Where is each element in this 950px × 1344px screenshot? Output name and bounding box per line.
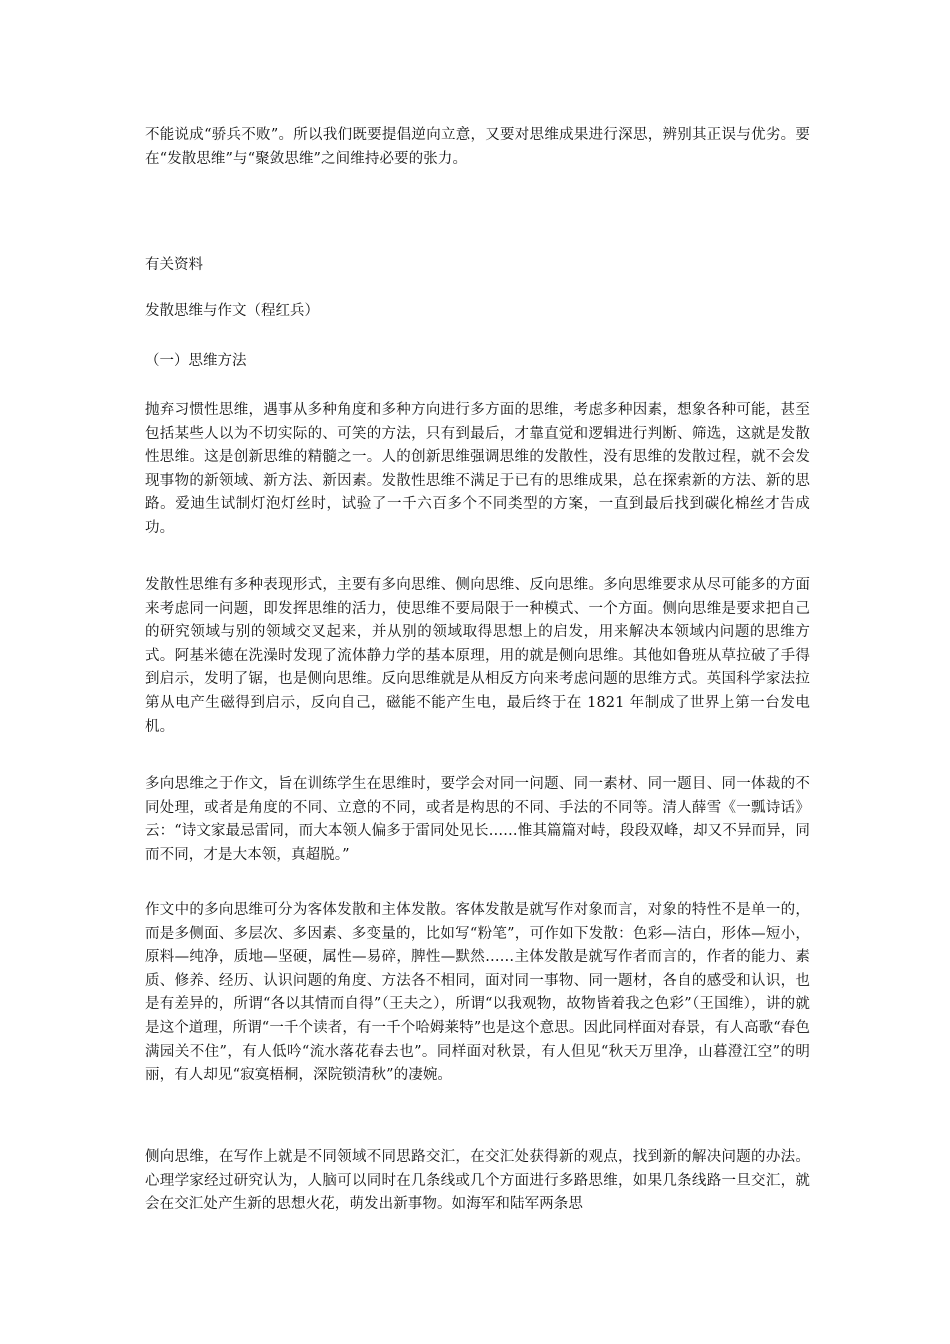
body-paragraph: 发散性思维有多种表现形式，主要有多向思维、侧向思维、反向思维。多向思维要求从尽可能多的方面来考虑同一问题，即发挥思维的活力，使思维不要局限于一种模式、一个方面。侧向思维是要求把自己的研究领域与别的领域交叉起来，并从别的领域取得思想上的启发，用来解决本领域内问题的思维方式。阿基米德在洗澡时发现了流体静力学的基本原理，用的就是侧向思维。其他如鲁班从草拉破了手得到启示，发明了锯，也是侧向思维。反向思维就是从相反方向来考虑问题的思维方式。英国科学家法拉第从电产生磁得到启示，反向自己，磁能不能产生电，最后终于在 1821 年制成了世界上第一台发电机。 (145, 577, 810, 735)
body-paragraph: 作文中的多向思维可分为客体发散和主体发散。客体发散是就写作对象而言，对象的特性不是单一的，而是多侧面、多层次、多因素、多变量的，比如写“粉笔”，可作如下发散：色彩—洁白，形体—短小，原料—纯净，质地—坚硬，属性—易碎，脾性—默然……主体发散是就写作者而言的，作者的能力、素质、修养、经历、认识问题的角度、方法各不相同，面对同一事物、同一题材，各自的感受和认识，也是有差异的，所谓“各以其情而自得”（王夫之），所谓“以我观物，故物皆着我之色彩”（王国维），讲的就是这个道理，所谓“一千个读者，有一千个哈姆莱特”也是这个意思。因此同样面对春景，有人高歌“春色满园关不住”，有人低吟“流水落花春去也”。同样面对秋景，有人但见“秋天万里净，山暮澄江空”的明丽，有人却见“寂寞梧桐，深院锁清秋”的凄婉。 (145, 902, 810, 1084)
section-heading: 有关资料 (145, 257, 203, 273)
body-paragraph: 抛弃习惯性思维，遇事从多种角度和多种方向进行多方面的思维，考虑多种因素，想象各种可能，甚至包括某些人以为不切实际的、可笑的方法，只有到最后，才靠直觉和逻辑进行判断、筛选，这就是发散性思维。这是创新思维的精髓之一。人的创新思维强调思维的发散性，没有思维的发散过程，就不会发现事物的新领域、新方法、新因素。发散性思维不满足于已有的思维成果，总在探索新的方法、新的思路。爱迪生试制灯泡灯丝时，试验了一千六百多个不同类型的方案，一直到最后找到碳化棉丝才告成功。 (145, 402, 810, 536)
intro-paragraph: 不能说成“骄兵不败”。所以我们既要提倡逆向立意，又要对思维成果进行深思，辨别其正误与优劣。要在“发散思维”与“聚敛思维”之间维持必要的张力。 (145, 127, 810, 167)
body-paragraph: 多向思维之于作文，旨在训练学生在思维时，要学会对同一问题、同一素材、同一题目、同一体裁的不同处理，或者是角度的不同、立意的不同，或者是构思的不同、手法的不同等。清人薛雪《一瓢诗话》云：“诗文家最忌雷同，而大本领人偏多于雷同处见长……惟其篇篇对峙，段段双峰，却又不异而异，同而不同，才是大本领，真超脱。” (145, 776, 810, 863)
subsection-heading: （一）思维方法 (145, 353, 247, 369)
article-title: 发散思维与作文（程红兵） (145, 303, 319, 319)
body-paragraph: 侧向思维，在写作上就是不同领域不同思路交汇，在交汇处获得新的观点，找到新的解决问题的办法。心理学家经过研究认为，人脑可以同时在几条线或几个方面进行多路思维，如果几条线路一旦交汇，就会在交汇处产生新的思想火花，萌发出新事物。如海军和陆军两条思 (145, 1149, 810, 1213)
